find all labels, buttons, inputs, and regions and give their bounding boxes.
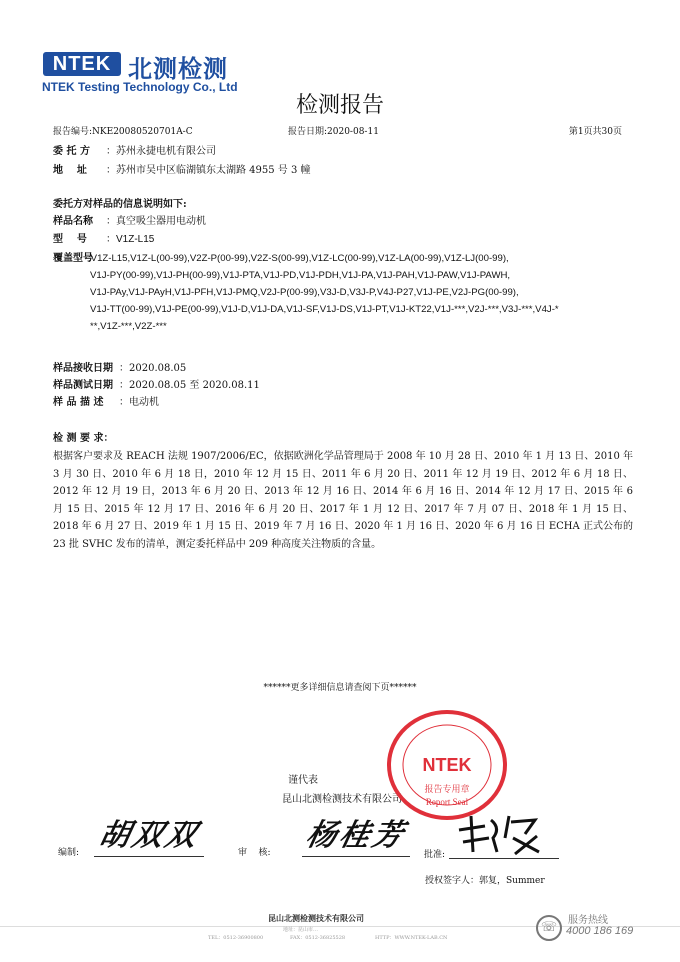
model-line: :V1Z-L15,V1Z-L(00-99),V2Z-P(00-99),V2Z-S(00-99),V1Z-LC(00-99),V1Z-LA(00-99),V1Z-LJ(00-99), xyxy=(88,253,509,264)
footer-company: 昆山北测检测技术有限公司 xyxy=(268,914,364,923)
on-behalf: 谨代表 xyxy=(288,775,318,786)
report-number: 报告编号:NKE20080520701A-C xyxy=(53,127,193,137)
reviewed-signature-line xyxy=(302,810,410,857)
page-title: 检测报告 xyxy=(295,93,384,118)
hotline-label: 服务热线 xyxy=(568,915,608,926)
page-number: 第1页共30页 xyxy=(568,127,622,137)
svg-text:NTEK: NTEK xyxy=(422,755,472,775)
company-english-name: NTEK Testing Technology Co., Ltd xyxy=(42,80,238,94)
received-value: ：2020.08.05 xyxy=(119,363,187,374)
report-date: 报告日期:2020-08-11 xyxy=(288,127,379,137)
sample-name-label: 样品名称 xyxy=(53,216,93,227)
tested-value: ：2020.08.05 至 2020.08.11 xyxy=(119,380,260,391)
reviewed-signature: 杨桂芳 xyxy=(302,818,410,853)
approved-signature xyxy=(449,808,559,858)
sample-name-value: ：真空吸尘器用电动机 xyxy=(106,216,206,227)
hotline-number: 4000 186 169 xyxy=(566,925,634,937)
more-info-note: ******更多详细信息请查阅下页****** xyxy=(263,683,417,693)
model-line: V1J-TT(00-99),V1J-PE(00-99),V1J-D,V1J-DA,V1J-SF,V1J-DS,V1J-PT,V1J-KT22,V1J-***,V2J-***,V3J-***,V4J-* xyxy=(90,304,559,315)
svg-text:Report Seal: Report Seal xyxy=(425,797,469,807)
requirements-text: 根据客户要求及 REACH 法规 1907/2006/EC，依据欧洲化学品管理局于 2008 年 10 月 28 日、2010 年 1 月 13 日、2010 年 3 月 30 日、2010 年 6 月 18 日，2010 年 12 月 15 日、2011 年 6 月 20 日、2011 年 12 月 19 日、2012 年 6 月 18 日、2012 年 12 月 19 日，2013 年 6 月 20 日、2013 年 12 月 16 日、2014 年 6 月 16 日、2014 年 12 月 17 日、2015 年 6 月 15 日、2015 年 12 月 17 日、2016 年 6 月 20 日、2017 年 1 月 12 日、2017 年 7 月 07 日、2018 年 1 月 15 日、2018 年 6 月 27 日、2019 年 1 月 15 日、2019 年 7 月 16 日、2020 年 1 月 16 日、2020 年 6 月 16 日 ECHA 正式公布的 23 批 SVHC 发布的清单，测定委托样品中 209 种高度关注物质的含量。 xyxy=(53,451,633,550)
description-row xyxy=(53,394,159,411)
requirements-label: 检 测 要 求： xyxy=(53,433,114,444)
address-value: ：苏州市吴中区临湖镇东太湖路 4955 号 3 幢 xyxy=(106,165,311,176)
sample-name-row xyxy=(53,213,206,230)
received-label: 样品接收日期 xyxy=(53,363,113,374)
client-row xyxy=(53,143,216,160)
model-row xyxy=(53,231,154,248)
model-line: V1J-PY(00-99),V1J-PH(00-99),V1J-PTA,V1J-PD,V1J-PDH,V1J-PA,V1J-PAH,V1J-PAW,V1J-PAWH, xyxy=(90,270,511,281)
sample-intro: 委托方对样品的信息说明如下: xyxy=(53,199,187,210)
address-row xyxy=(53,162,311,179)
approved-signature-line xyxy=(449,808,559,859)
client-value: ：苏州永捷电机有限公司 xyxy=(106,146,216,157)
ntek-logo: NTEK xyxy=(43,52,121,76)
compiled-signature: 胡双双 xyxy=(95,818,203,853)
covered-models-label: 覆盖型号 xyxy=(53,253,93,264)
description-value: ：电动机 xyxy=(119,397,159,408)
model-value: ：V1Z-L15 xyxy=(106,234,155,245)
reviewed-label: 审 核: xyxy=(238,848,271,858)
footer-tel: TEL：0512-36900800 xyxy=(208,935,264,941)
phone-icon: ☏ xyxy=(536,915,562,941)
tested-row xyxy=(53,377,260,394)
description-label: 样 品 描 述 xyxy=(53,397,104,408)
footer-http: HTTP：WWW.NTEK-LAB.CN xyxy=(375,935,448,941)
company-cn: 昆山北测检测技术有限公司 xyxy=(282,794,402,805)
svg-text:报告专用章: 报告专用章 xyxy=(424,785,470,795)
tested-label: 样品测试日期 xyxy=(53,380,113,391)
compiled-signature-line xyxy=(94,810,204,857)
approved-label: 批准: xyxy=(424,850,446,860)
address-label: 地 址 xyxy=(53,165,87,176)
footer-fax: FAX：0512-36825528 xyxy=(290,935,346,941)
model-label: 型 号 xyxy=(53,234,87,245)
covered-models-list xyxy=(88,250,648,335)
report-seal xyxy=(385,708,510,823)
compiled-label: 编制: xyxy=(58,848,80,858)
footer-address: 地址：昆山市… xyxy=(283,927,319,933)
client-label: 委 托 方 xyxy=(53,146,90,157)
logo-chinese: 北测检测 xyxy=(128,55,228,83)
received-row xyxy=(53,360,186,377)
model-line: **,V1Z-***,V2Z-*** xyxy=(90,321,167,332)
model-line: V1J-PAy,V1J-PAyH,V1J-PFH,V1J-PMQ,V2J-P(00-99),V3J-D,V3J-P,V4J-P27,V1J-PE,V2J-PG(00-99), xyxy=(90,287,519,298)
authorized-signatory: 授权签字人：郭复，Summer xyxy=(425,876,545,886)
